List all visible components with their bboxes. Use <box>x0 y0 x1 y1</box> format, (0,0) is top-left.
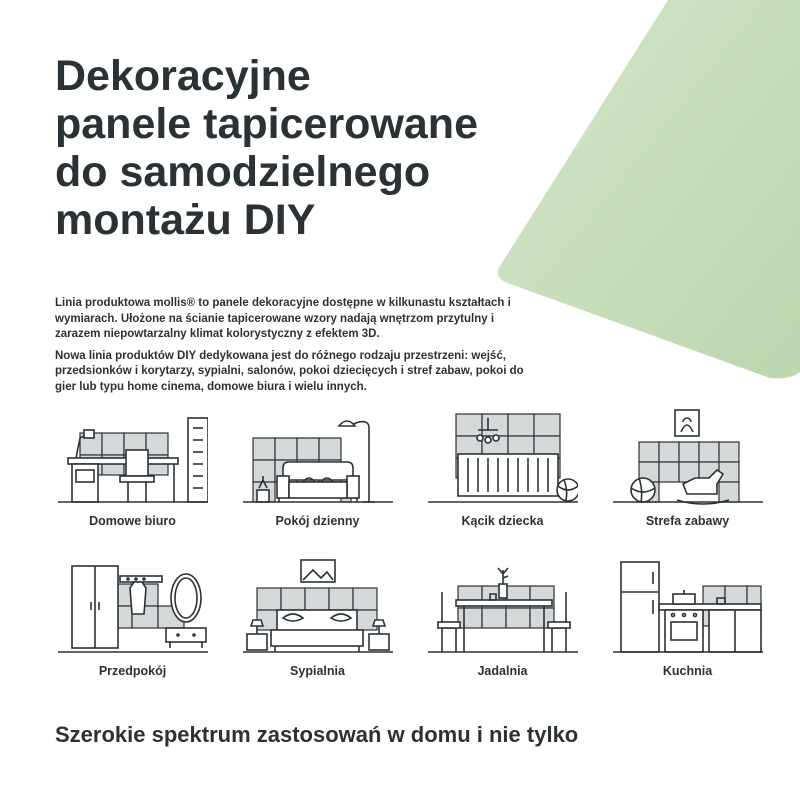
title-line-3: do samodzielnego <box>55 148 431 196</box>
title-line-1: Dekoracyjne <box>55 52 311 100</box>
title-line-2: panele tapicerowane <box>55 100 478 148</box>
page-title <box>55 52 478 244</box>
room-dining-room <box>410 558 595 678</box>
home-office-icon <box>58 408 208 508</box>
room-label: Domowe biuro <box>89 514 176 528</box>
play-zone-icon <box>613 408 763 508</box>
room-kids-corner <box>410 408 595 528</box>
intro-text <box>55 296 525 401</box>
intro-paragraph-1: Linia produktowa mollis® to panele dekoracyjne dostępne w kilkunastu kształtach i wymiarach. Ułożone na ścianie tapicerowane wzory nadają wnętrzom przytulny i zarazem niepowtarzalny klimat kolorystyczny z efektem 3D. <box>55 297 511 340</box>
room-home-office <box>40 408 225 528</box>
room-living-room <box>225 408 410 528</box>
room-label: Sypialnia <box>290 664 345 678</box>
room-kitchen <box>595 558 780 678</box>
title-line-4: montażu DIY <box>55 196 316 244</box>
room-label: Przedpokój <box>98 664 167 678</box>
room-label: Pokój dzienny <box>275 514 360 528</box>
hallway-icon <box>58 558 208 658</box>
bedroom-icon <box>243 558 393 658</box>
room-hallway <box>40 558 225 678</box>
dining-room-icon <box>428 558 578 658</box>
kids-corner-icon <box>428 408 578 508</box>
living-room-icon <box>243 408 393 508</box>
room-label: Kącik dziecka <box>461 514 544 528</box>
room-label: Kuchnia <box>662 664 713 678</box>
footer-tagline: Szerokie spektrum zastosowań w domu i nie tylko <box>55 722 579 747</box>
room-bedroom <box>225 558 410 678</box>
room-label: Strefa zabawy <box>645 514 730 528</box>
room-play-zone <box>595 408 780 528</box>
intro-paragraph-2: Nowa linia produktów DIY dedykowana jest do różnego rodzaju przestrzeni: wejść, przedsionków i korytarzy, sypialni, salonów, pokoi dziecięcych i stref zabaw, pokoi do gier lub typu home cinema, domowe biura i wielu innych. <box>55 349 524 393</box>
room-label: Jadalnia <box>477 664 528 678</box>
kitchen-icon <box>613 558 763 658</box>
